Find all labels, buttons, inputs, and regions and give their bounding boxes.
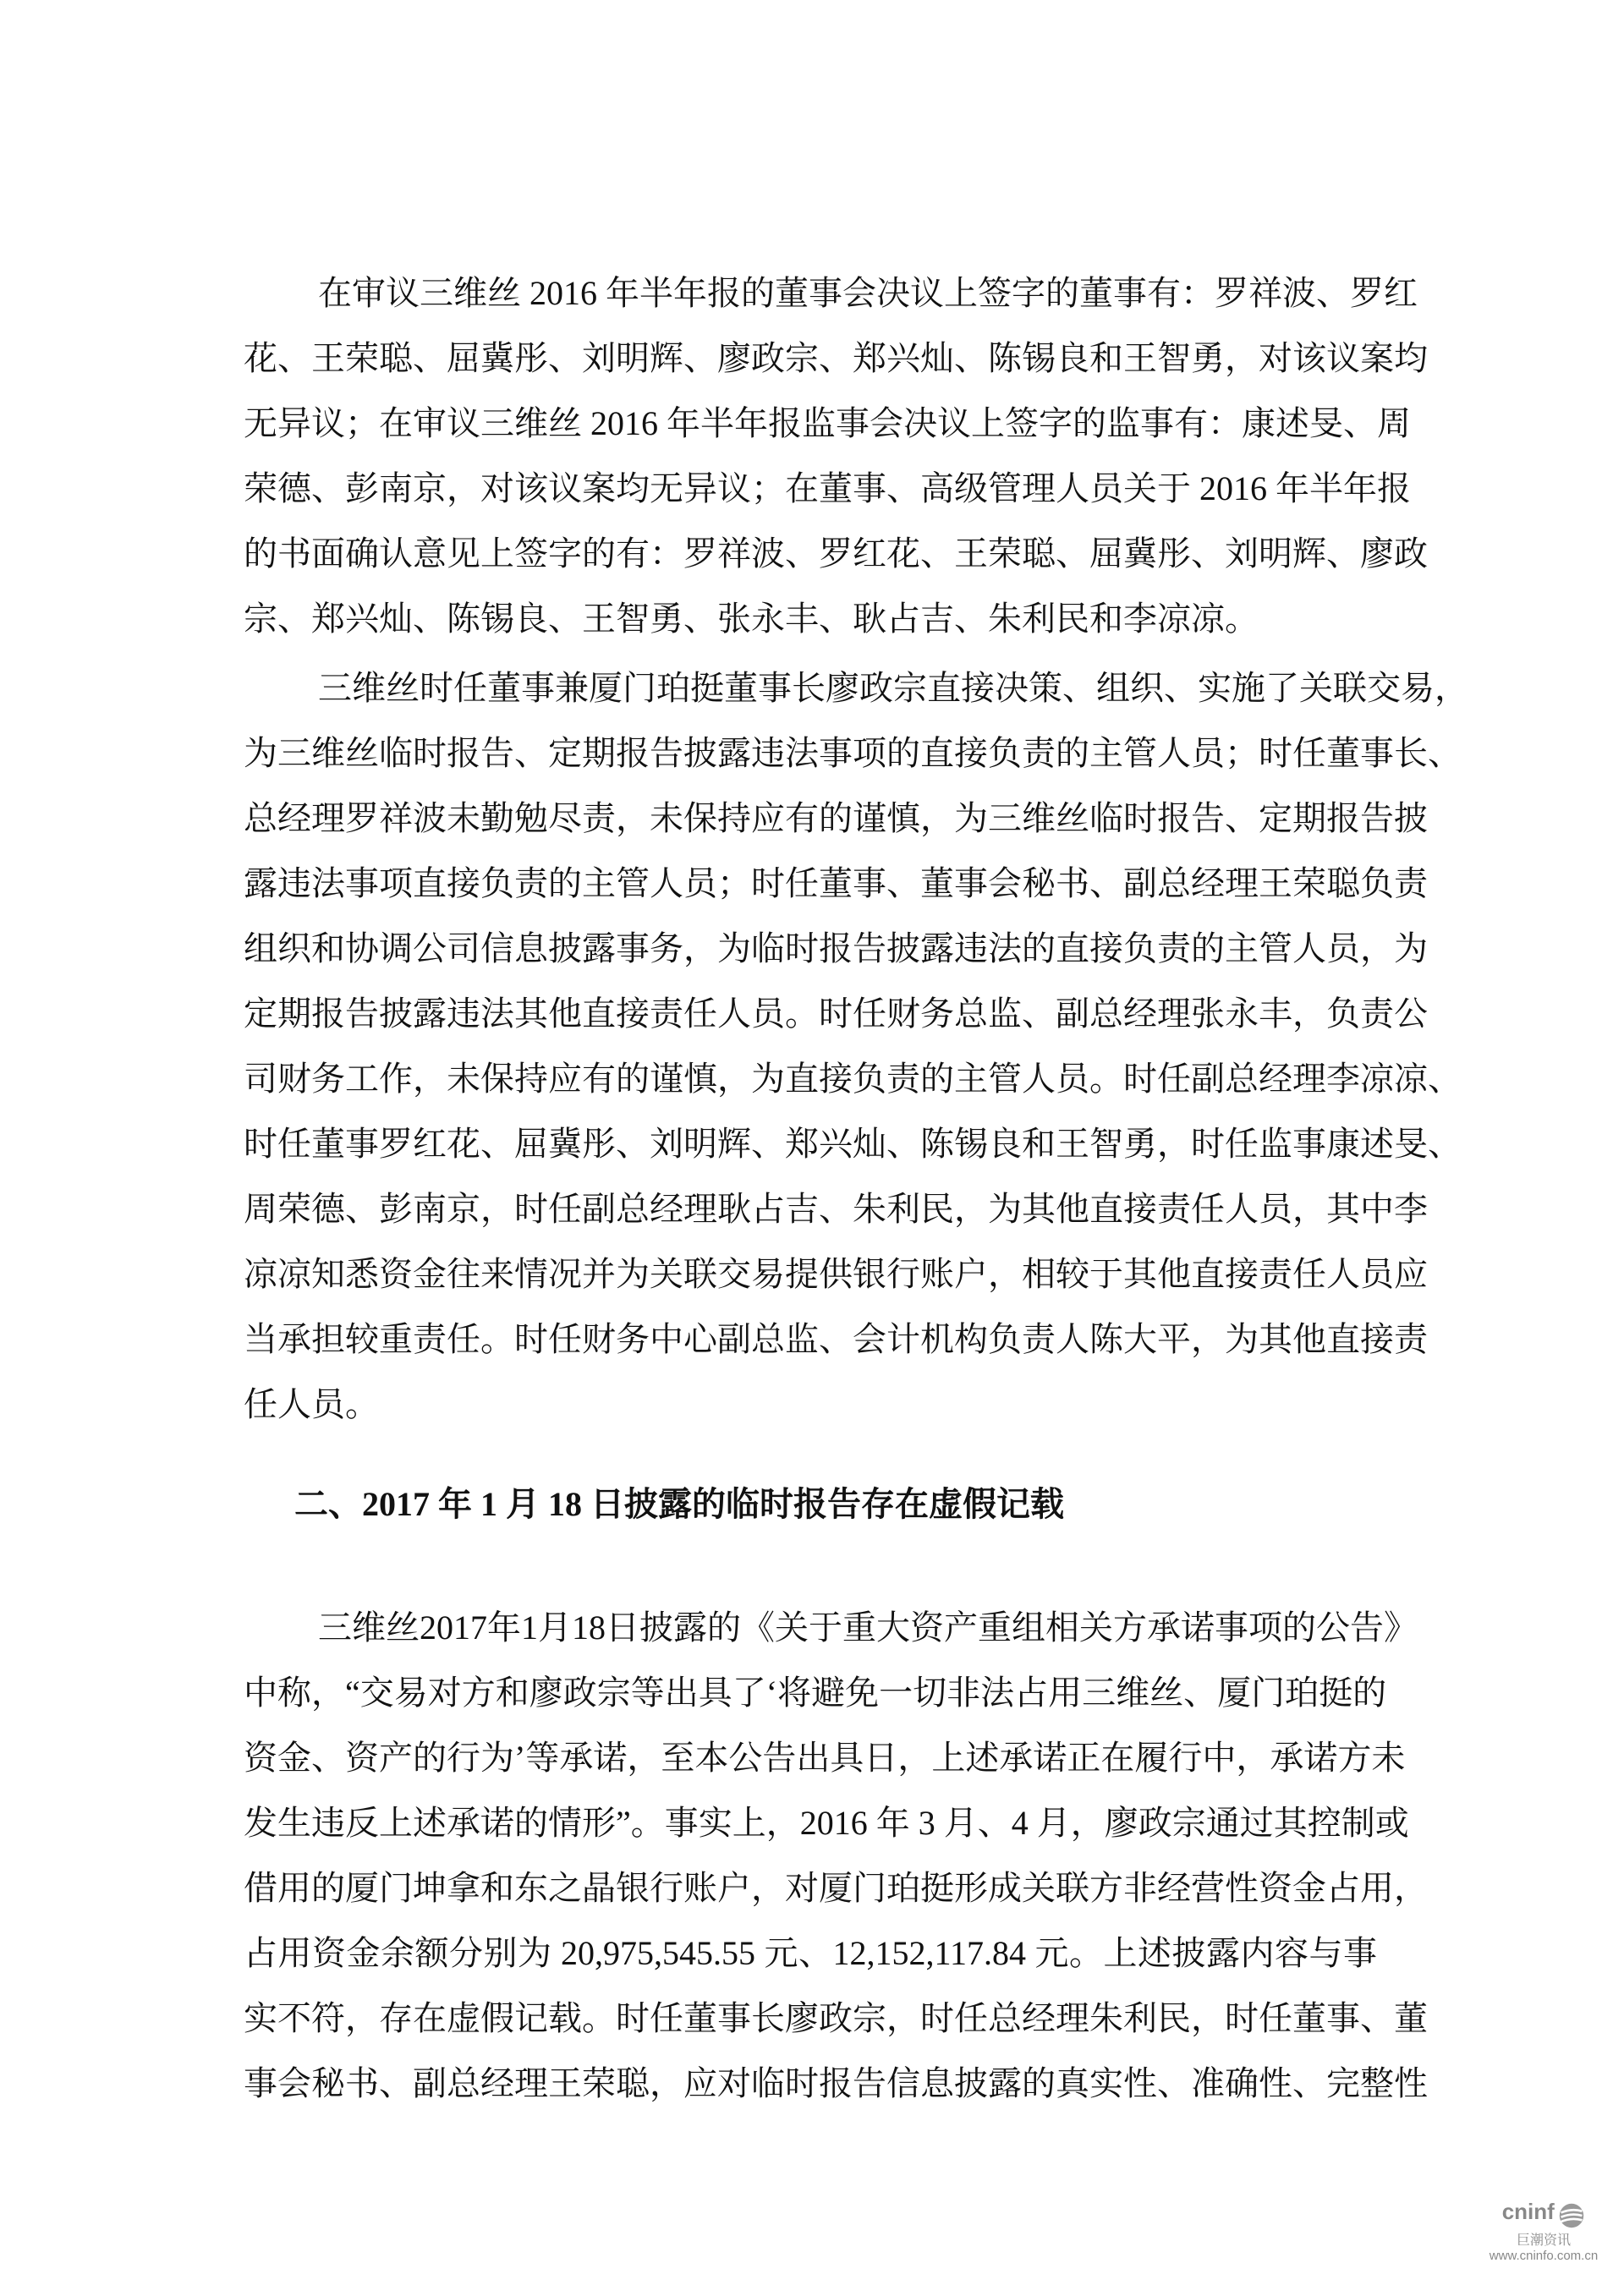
- text-line: 发生违反上述承诺的情形”。事实上，2016 年 3 月、4 月，廖政宗通过其控制或: [244, 1804, 1409, 1842]
- text-line: 定期报告披露违法其他直接责任人员。时任财务总监、副总经理张永丰，负责公: [244, 995, 1428, 1033]
- text-line: 三维丝2017年1月18日披露的《关于重大资产重组相关方承诺事项的公告》: [318, 1608, 1418, 1647]
- section-heading: [244, 1471, 1377, 1537]
- text-line: 借用的厦门坤拿和东之晶银行账户，对厦门珀挺形成关联方非经营性资金占用，: [244, 1869, 1428, 1907]
- text-line: 总经理罗祥波未勤勉尽责，未保持应有的谨慎，为三维丝临时报告、定期报告披: [244, 799, 1428, 837]
- text-line: 三维丝时任董事兼厦门珀挺董事长廖政宗直接决策、组织、实施了关联交易，: [318, 669, 1468, 707]
- paragraph-responsibilities: [244, 655, 1468, 1437]
- cninfo-watermark-logo: [1472, 2199, 1616, 2263]
- paragraph-signatories: [244, 260, 1428, 651]
- text-line: 周荣德、彭南京，时任副总经理耿占吉、朱利民，为其他直接责任人员，其中李: [244, 1190, 1428, 1228]
- text-line: 实不符，存在虚假记载。时任董事长廖政宗，时任总经理朱利民，时任董事、董: [244, 1999, 1428, 2037]
- text-line: 无异议；在审议三维丝 2016 年半年报监事会决议上签字的监事有：康述旻、周: [244, 404, 1411, 442]
- cninfo-logo-icon: [1558, 2202, 1585, 2229]
- text-line: 事会秘书、副总经理王荣聪，应对临时报告信息披露的真实性、准确性、完整性: [244, 2064, 1428, 2102]
- text-line: 露违法事项直接负责的主管人员；时任董事、董事会秘书、副总经理王荣聪负责: [244, 864, 1428, 902]
- logo-url: www.cninfo.com.cn: [1489, 2248, 1599, 2263]
- text-line: 宗、郑兴灿、陈锡良、王智勇、张永丰、耿占吉、朱利民和李凉凉。: [244, 600, 1259, 638]
- text-line: 司财务工作，未保持应有的谨慎，为直接负责的主管人员。时任副总经理李凉凉、: [244, 1060, 1462, 1098]
- text-line: 花、王荣聪、屈冀彤、刘明辉、廖政宗、郑兴灿、陈锡良和王智勇，对该议案均: [244, 339, 1428, 377]
- heading-text: 二、2017 年 1 月 18 日披露的临时报告存在虚假记载: [294, 1485, 1064, 1523]
- text-line: 任人员。: [244, 1385, 379, 1423]
- paragraph-false-record: [244, 1595, 1428, 2116]
- text-line: 荣德、彭南京，对该议案均无异议；在董事、高级管理人员关于 2016 年半年报: [244, 469, 1411, 507]
- text-line: 资金、资产的行为’等承诺，至本公告出具日，上述承诺正在履行中，承诺方未: [244, 1739, 1406, 1777]
- logo-brand: cninf: [1501, 2199, 1555, 2224]
- text-line: 时任董事罗红花、屈冀彤、刘明辉、郑兴灿、陈锡良和王智勇，时任监事康述旻、: [244, 1125, 1462, 1163]
- text-line: 占用资金余额分别为 20,975,545.55 元、12,152,117.84 元。上述披露内容与事: [244, 1934, 1377, 1972]
- text-line: 中称，“交易对方和廖政宗等出具了‘将避免一切非法占用三维丝、厦门珀挺的: [244, 1674, 1387, 1712]
- logo-cn-name: 巨潮资讯: [1516, 2233, 1571, 2248]
- text-line: 凉凉知悉资金往来情况并为关联交易提供银行账户，相较于其他直接责任人员应: [244, 1255, 1428, 1293]
- text-line: 当承担较重责任。时任财务中心副总监、会计机构负责人陈大平，为其他直接责: [244, 1320, 1428, 1358]
- text-line: 组织和协调公司信息披露事务，为临时报告披露违法的直接负责的主管人员，为: [244, 929, 1428, 967]
- text-line: 在审议三维丝 2016 年半年报的董事会决议上签字的董事有：罗祥波、罗红: [318, 274, 1418, 312]
- text-line: 为三维丝临时报告、定期报告披露违法事项的直接负责的主管人员；时任董事长、: [244, 734, 1462, 772]
- text-line: 的书面确认意见上签字的有：罗祥波、罗红花、王荣聪、屈冀彤、刘明辉、廖政: [244, 534, 1428, 573]
